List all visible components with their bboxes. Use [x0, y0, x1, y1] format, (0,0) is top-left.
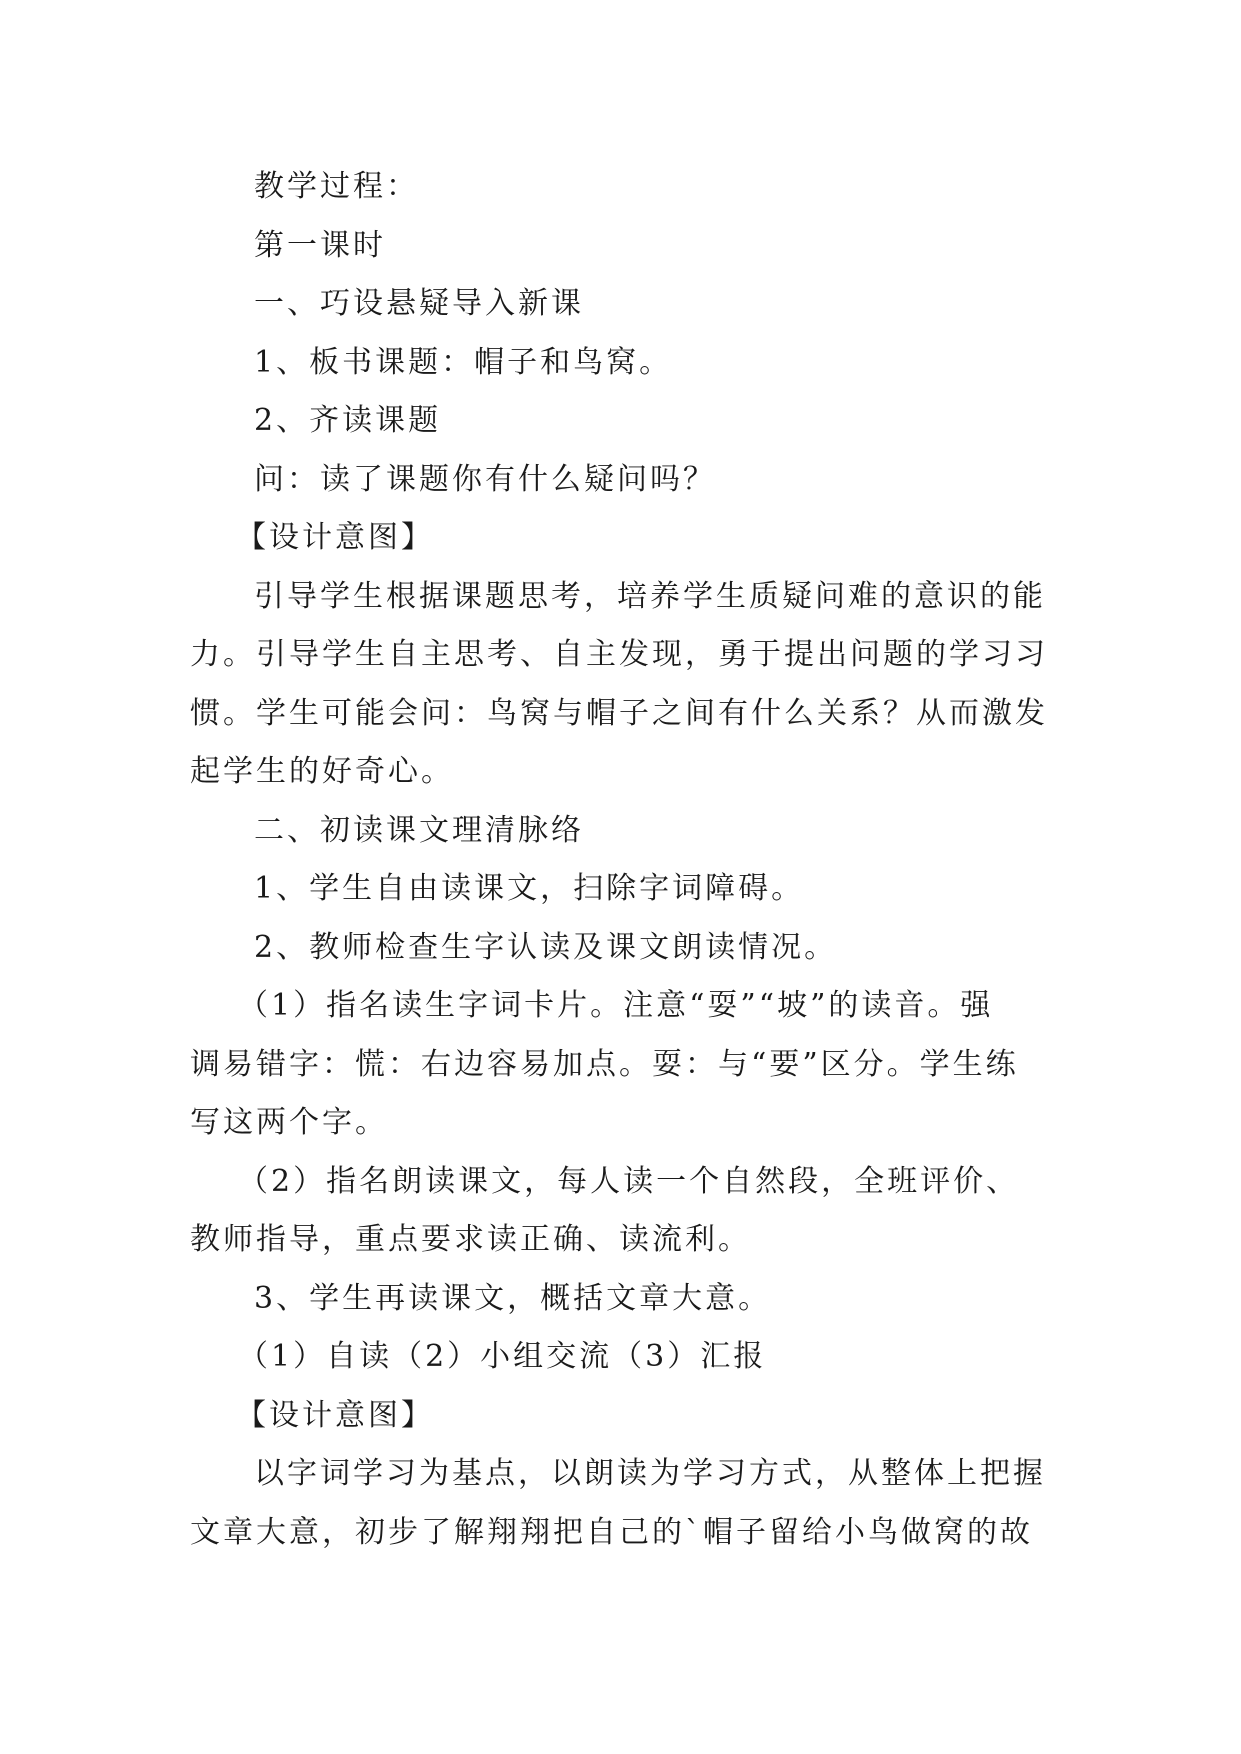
text-line: 第一课时 [254, 227, 386, 263]
text-line: 引导学生根据课题思考，培养学生质疑问难的意识的能 [254, 578, 1046, 614]
text-line: 教学过程： [254, 169, 419, 204]
text-line: 教师指导，重点要求读正确、读流利。 [190, 1222, 751, 1257]
text-line: 1、板书课题：帽子和鸟窝。 [254, 344, 673, 380]
design-intent-heading: 【设计意图】 [236, 1397, 434, 1433]
text-line: 3、学生再读课文，概括文章大意。 [254, 1280, 772, 1316]
design-intent-heading: 【设计意图】 [236, 520, 434, 555]
text-line: （1）自读（2）小组交流（3）汇报 [238, 1339, 767, 1374]
text-line: 问：读了课题你有什么疑问吗？ [254, 461, 716, 497]
document-body [190, 158, 1050, 1562]
text-line: 1、学生自由读课文，扫除字词障碍。 [254, 871, 805, 906]
text-line: 文章大意，初步了解翔翔把自己的`帽子留给小鸟做窝的故 [190, 1514, 1033, 1550]
text-line: 惯。学生可能会问：鸟窝与帽子之间有什么关系？从而激发 [190, 695, 1048, 731]
text-line: 写这两个字。 [190, 1105, 388, 1140]
text-line: 调易错字：慌：右边容易加点。耍：与“要”区分。学生练 [190, 1046, 1019, 1082]
text-line: 2、教师检查生字认读及课文朗读情况。 [254, 929, 838, 965]
text-line: 以字词学习为基点，以朗读为学习方式，从整体上把握 [254, 1456, 1046, 1491]
text-line: 2、齐读课题 [254, 403, 442, 438]
text-line: （1）指名读生字词卡片。注意“耍”“坡”的读音。强 [238, 988, 994, 1023]
text-line: 力。引导学生自主思考、自主发现，勇于提出问题的学习习 [190, 637, 1048, 672]
section-heading: 一、巧设悬疑导入新课 [254, 286, 584, 321]
text-line: 起学生的好奇心。 [190, 754, 454, 789]
text-line: （2）指名朗读课文，每人读一个自然段，全班评价、 [238, 1163, 1020, 1199]
section-heading: 二、初读课文理清脉络 [254, 812, 584, 848]
